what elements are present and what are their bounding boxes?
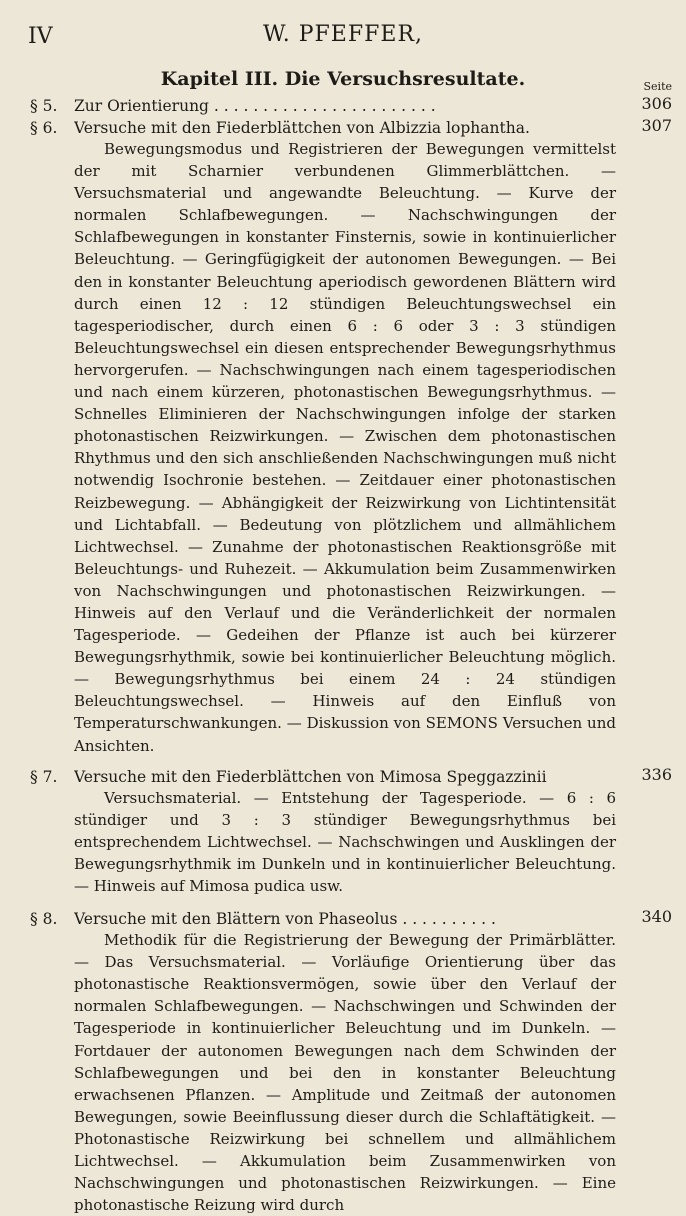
description-tail: Versuchen und Ansichten. (74, 714, 616, 755)
section-page: 336 (641, 764, 672, 784)
chapter-title: Kapitel III. Die Versuchsresultate. (160, 68, 526, 90)
section-heading: Versuche mit den Fiederblättchen von Mimosa Speggazzinii (74, 767, 547, 786)
author-reference: SEMONS (425, 714, 498, 733)
section-number: § 7. (30, 767, 58, 786)
section-description (74, 138, 616, 757)
section-number: § 5. (30, 97, 58, 115)
section-heading: Zur Orientierung . . . . . . . . . . . . . . . . . . . . . . . (74, 97, 436, 115)
page-number-roman: IV (28, 24, 53, 49)
section-page: 306 (641, 94, 672, 113)
description-text: Bewegungsmodus und Registrieren der Bewegungen vermittelst der mit Scharnier verbundenen Glimmerblättchen. — Versuchsmaterial und angewandte Beleuchtung. — Kurve der normalen Schlafbewegungen. — Nachschwingungen der Schlafbewegungen in konstanter Finsternis, sowie in kontinuierlicher Beleuchtung. — Geringfügigkeit der autonomen Bewegungen. — Bei den in konstanter Beleuchtung aperiodisch gewordenen Blättern wird durch einen 12 : 12 stündigen Beleuchtungswechsel ein tagesperiodischer, durch einen 6 : 6 oder 3 : 3 stündigen Beleuchtungswechsel ein diesen entsprechender Bewegungsrhythmus hervorgerufen. — Nachschwingungen nach einem tagesperiodischen und nach einem kürzeren, photonastischen Bewegungsrhythmus. — Schnelles Eliminieren der Nachschwingungen infolge der starken photonastischen Reizwirkungen. — Zwischen dem photonastischen Rhythmus und den sich anschließenden Nachschwingungen muß nicht notwendig Isochronie bestehen. — Zeitdauer einer photonastischen Reizbewegung. — Abhängigkeit der Reizwirkung von Lichtintensität und Lichtabfall. — Bedeutung von plötzlichem und allmählichem Lichtwechsel. — Zunahme der photonastischen Reaktionsgröße mit Beleuchtungs- und Ruhezeit. — Akkumulation beim Zusammenwirken von Nachschwingungen und photonastischen Reizwirkungen. — Hinweis auf den Verlauf und die Veränderlichkeit der normalen Tagesperiode. — Gedeihen der Pflanze ist auch bei kürzerer Bewegungsrhythmik, sowie bei kontinuierlicher Beleuchtung möglich. — Bewegungsrhythmus bei einem 24 : 24 stündigen Beleuchtungswechsel. — Hinweis auf den Einfluß von Temperaturschwankungen. — Diskussion von (74, 140, 616, 733)
page-column-label: Seite (643, 80, 672, 93)
table-of-contents (0, 96, 686, 1216)
running-head (0, 18, 686, 58)
toc-entry-8 (0, 909, 686, 1216)
author-name: W. PFEFFER, (262, 22, 424, 47)
toc-entry-5 (0, 96, 686, 116)
section-page: 307 (641, 116, 672, 135)
section-number: § 6. (30, 119, 58, 137)
section-description: Methodik für die Registrierung der Bewegung der Primärblätter. — Das Versuchsmaterial. — Vorläufige Orientierung über das photonastische Reaktionsvermögen, sowie über den Verlauf der normalen Schlafbewegungen. — Nachschwingen und Schwinden der Tagesperiode in kontinuierlicher Beleuchtung und im Dunkeln. — Fortdauer der autonomen Bewegungen nach dem Schwinden der Schlafbewegungen und bei den in konstanter Beleuchtung erwachsenen Pflanzen. — Amplitude und Zeitmaß der autonomen Bewegungen, sowie Beeinflussung dieser durch die Schlaftätigkeit. — Photonastische Reizwirkung bei schnellem und allmählichem Lichtwechsel. — Akkumulation beim Zusammenwirken von Nachschwingungen und photonastischen Reizwirkungen. — Eine photonastische Reizung wird durch (74, 931, 616, 1215)
section-description: Versuchsmaterial. — Entstehung der Tagesperiode. — 6 : 6 stündiger und 3 : 3 stündiger Bewegungsrhythmus bei entsprechendem Lichtwechsel. — Nachschwingen und Ausklingen der Bewegungsrhythmik im Dunkeln und in kontinuierlicher Beleuchtung. — Hinweis auf Mimosa pudica usw. (74, 788, 616, 895)
toc-entry-6 (0, 118, 686, 757)
chapter-heading (0, 66, 686, 96)
section-heading: Versuche mit den Blättern von Phaseolus . . . . . . . . . . (74, 910, 496, 929)
section-number: § 8. (30, 910, 58, 929)
toc-entry-7 (0, 764, 686, 897)
section-page: 340 (641, 907, 672, 927)
section-heading: Versuche mit den Fiederblättchen von Albizzia lophantha. (74, 119, 530, 137)
